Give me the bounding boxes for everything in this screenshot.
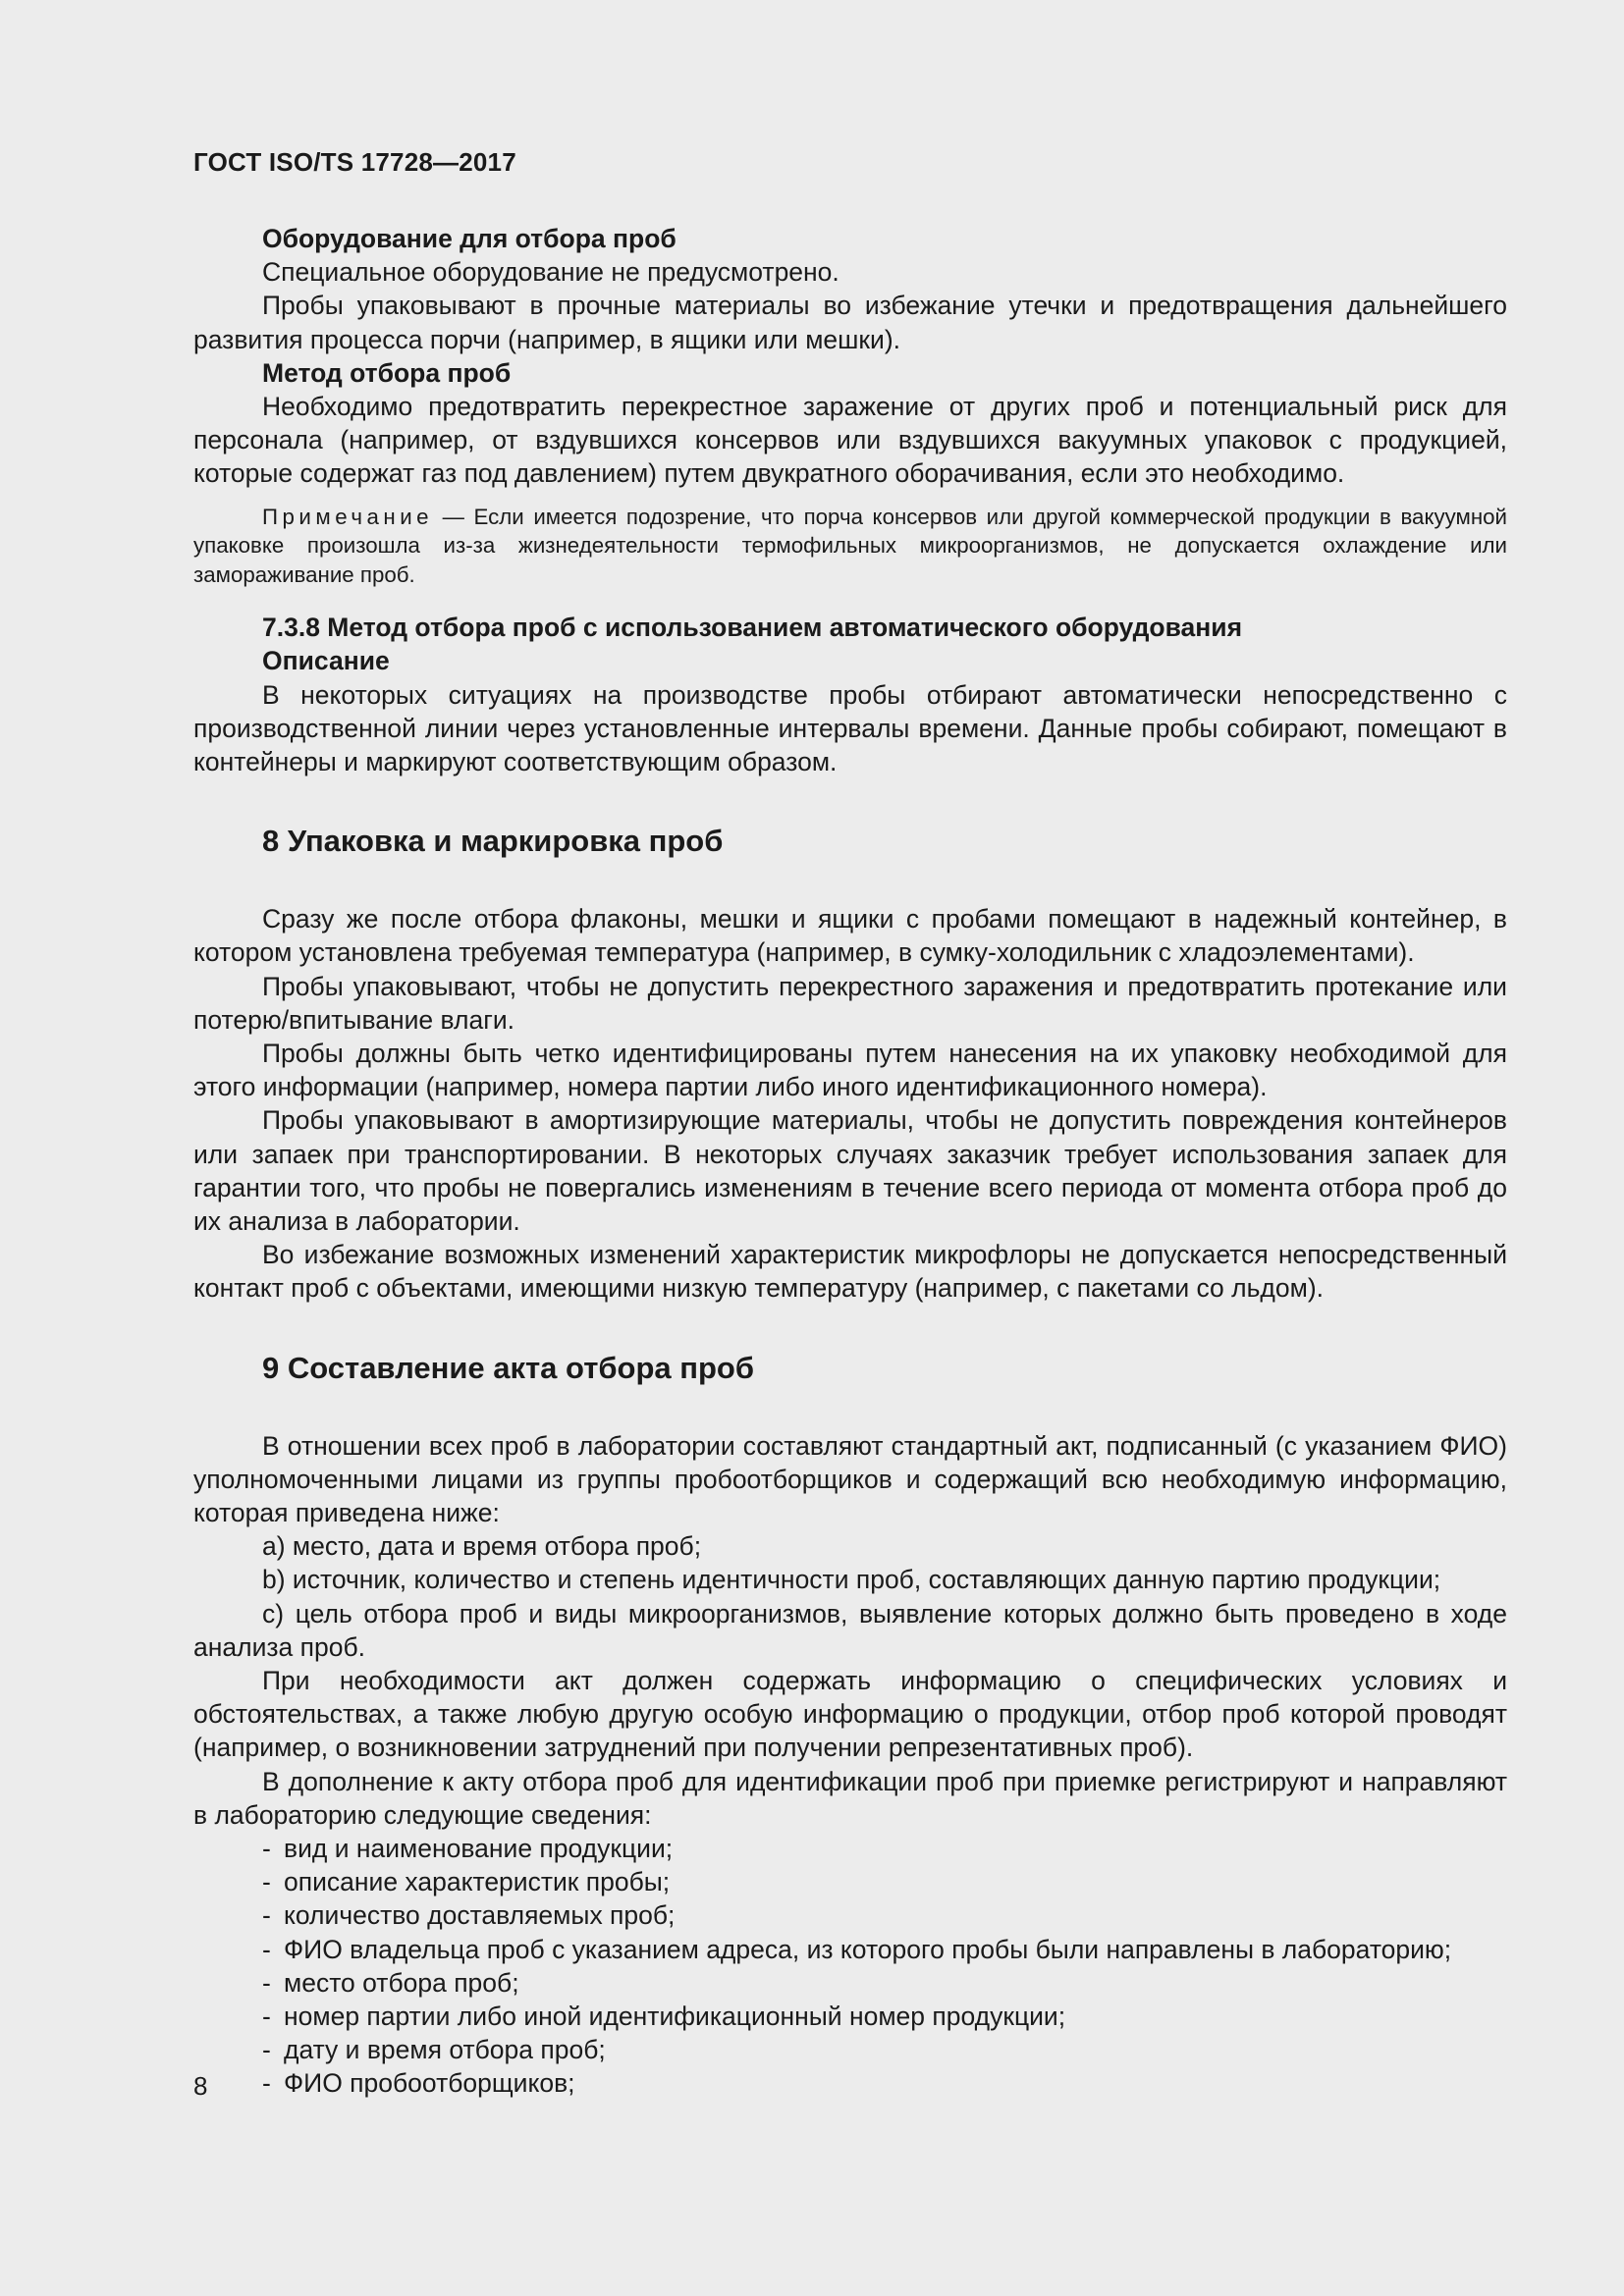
document-body — [193, 222, 1507, 2101]
paragraph: Пробы упаковывают, чтобы не допустить перекрестного заражения и предотвратить протекание или потерю/впитывание влаги. — [193, 971, 1507, 1035]
paragraph: Пробы упаковывают в прочные материалы во избежание утечки и предотвращения дальнейшего развития процесса порчи (например, в ящики или мешки). — [193, 291, 1507, 354]
dash-list-item-text: ФИО пробоотборщиков; — [284, 2068, 575, 2099]
dash-list-item-text: дату и время отбора проб; — [284, 2035, 606, 2065]
dash-marker: - — [262, 1834, 271, 1864]
dash-marker: - — [262, 1867, 271, 1897]
dash-list-item — [193, 1832, 1507, 1865]
list-item: с) цель отбора проб и виды микроорганизмов, выявление которых должно быть проведено в ходе анализа проб. — [193, 1598, 1507, 1662]
list-item: b) источник, количество и степень идентичности проб, составляющих данную партию продукции; — [262, 1565, 1441, 1595]
paragraph: Пробы упаковывают в амортизирующие материалы, чтобы не допустить повреждения контейнеров или запаек при транспортировании. В некоторых случаях заказчик требует использования запаек для гарантии того, что пробы не повергались изменениям в течение всего периода от момента отбора проб до их анализа в лаборатории. — [193, 1105, 1507, 1236]
section-7-3-8-heading: 7.3.8 Метод отбора проб с использованием автоматического оборудования — [262, 613, 1243, 643]
dash-list-item-text: ФИО владельца проб с указанием адреса, из которого пробы были направлены в лабораторию; — [284, 1934, 1452, 1964]
note-label: Примечание — [262, 504, 434, 529]
dash-list-item — [193, 1865, 1507, 1898]
paragraph: Необходимо предотвратить перекрестное заражение от других проб и потенциальный риск для персонала (например, от вздувшихся консервов или вздувшихся вакуумных упаковок с продукцией, которые содержат газ под давлением) путем двукратного оборачивания, если это необходимо. — [193, 392, 1507, 489]
dash-list-item — [193, 1966, 1507, 2000]
dash-marker: - — [262, 2002, 271, 2032]
dash-marker: - — [262, 1967, 271, 1998]
paragraph: Специальное оборудование не предусмотрено. — [262, 257, 839, 288]
note — [193, 503, 1507, 590]
dash-marker: - — [262, 2068, 271, 2099]
document-header: ГОСТ ISO/TS 17728—2017 — [193, 147, 516, 177]
dash-list-item — [193, 2000, 1507, 2033]
note-text: Если имеется подозрение, что порча консервов или другой коммерческой продукции в вакуумной упаковке произошла из-за жизнедеятельности термофильных микроорганизмов, не допускается охлаждение или замораживание проб. — [193, 504, 1508, 587]
note-dash: — — [433, 504, 474, 529]
section-9-heading: 9 Составление акта отбора проб — [262, 1350, 754, 1385]
section-8-heading: 8 Упаковка и маркировка проб — [262, 824, 724, 859]
dash-list-item — [193, 1898, 1507, 1932]
paragraph: Пробы должны быть четко идентифицированы путем нанесения на их упаковку необходимой для этого информации (например, номера партии либо иного идентификационного номера). — [193, 1038, 1507, 1102]
dash-marker: - — [262, 1934, 271, 1964]
dash-list-item-text: номер партии либо иной идентификационный номер продукции; — [284, 2002, 1066, 2032]
dash-list-item-text: вид и наименование продукции; — [284, 1834, 674, 1864]
paragraph: В отношении всех проб в лаборатории составляют стандартный акт, подписанный (с указанием ФИО) уполномоченными лицами из группы пробоотборщиков и содержащий всю необходимую информацию, которая приведена ниже: — [193, 1430, 1507, 1527]
sampling-method-heading: Метод отбора проб — [262, 357, 512, 388]
dash-list-item — [193, 2066, 1507, 2100]
dash-marker: - — [262, 1900, 271, 1931]
paragraph: Во избежание возможных изменений характеристик микрофлоры не допускается непосредственный контакт проб с объектами, имеющими низкую температуру (например, с пакетами со льдом). — [193, 1240, 1507, 1304]
dash-list-item-text: описание характеристик пробы; — [284, 1867, 671, 1897]
dash-list-item-text: место отбора проб; — [284, 1967, 519, 1998]
sampling-equipment-heading: Оборудование для отбора проб — [262, 224, 677, 253]
list-item: а) место, дата и время отбора проб; — [262, 1531, 702, 1562]
dash-list-item-text: количество доставляемых проб; — [284, 1900, 676, 1931]
description-subheading: Описание — [262, 646, 390, 676]
page-number: 8 — [193, 2071, 208, 2101]
paragraph: Сразу же после отбора флаконы, мешки и ящики с пробами помещают в надежный контейнер, в котором установлена требуемая температура (например, в сумку-холодильник с хладоэлементами). — [193, 904, 1507, 968]
dash-list-item — [193, 1933, 1507, 1966]
paragraph: В некоторых ситуациях на производстве пробы отбирают автоматически непосредственно с производственной линии через установленные интервалы времени. Данные пробы собирают, помещают в контейнеры и маркируют соответствующим образом. — [193, 679, 1507, 776]
dash-marker: - — [262, 2035, 271, 2065]
paragraph: В дополнение к акту отбора проб для идентификации проб при приемке регистрируют и направляют в лабораторию следующие сведения: — [193, 1766, 1507, 1830]
paragraph: При необходимости акт должен содержать информацию о специфических условиях и обстоятельствах, а также любую другую особую информацию о продукции, отбор проб которой проводят (например, о возникновении затруднений при получении репрезентативных проб). — [193, 1666, 1507, 1763]
dash-list-item — [193, 2033, 1507, 2066]
